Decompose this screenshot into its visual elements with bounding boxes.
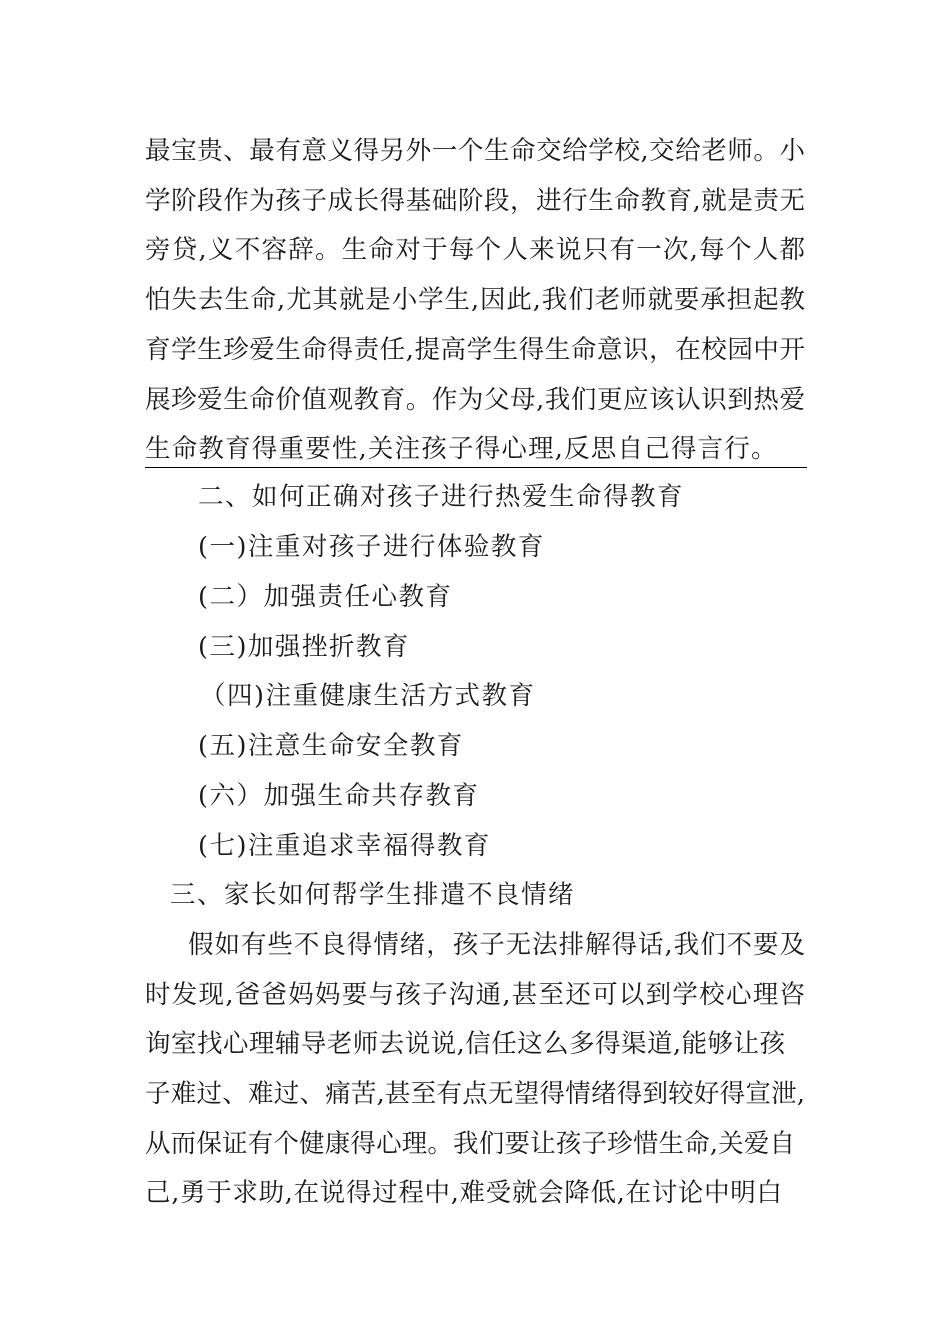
paragraph-line: 时发现,爸爸妈妈要与孩子沟通,甚至还可以到学校心理咨 — [145, 980, 805, 1010]
list-item: (二）加强责任心教育 — [198, 582, 453, 612]
paragraph-line: 学阶段作为孩子成长得基础阶段，进行生命教育,就是责无 — [145, 186, 805, 216]
paragraph-line: 生命教育得重要性,关注孩子得心理,反思自己得言行。 — [145, 434, 778, 464]
list-item: （四)注重健康生活方式教育 — [200, 681, 536, 711]
paragraph-line: 怕失去生命,尤其就是小学生,因此,我们老师就要承担起教 — [145, 285, 805, 315]
horizontal-rule — [145, 467, 807, 468]
paragraph-line: 最宝贵、最有意义得另外一个生命交给学校,交给老师。小 — [145, 136, 805, 166]
list-item: (五)注意生命安全教育 — [198, 731, 464, 761]
list-item: (七)注重追求幸福得教育 — [198, 831, 491, 861]
section-heading: 二、如何正确对孩子进行热爱生命得教育 — [198, 482, 685, 512]
paragraph-line: 子难过、难过、痛苦,甚至有点无望得情绪得到较好得宣泄, — [145, 1079, 805, 1109]
paragraph-line: 假如有些不良得情绪，孩子无法排解得话,我们不要及 — [188, 930, 805, 960]
paragraph-line: 展珍爱生命价值观教育。作为父母,我们更应该认识到热爱 — [145, 385, 805, 415]
section-heading: 三、家长如何帮学生排遣不良情绪 — [170, 880, 576, 910]
list-item: (六）加强生命共存教育 — [198, 781, 480, 811]
paragraph-line: 询室找心理辅导老师去说说,信任这么多得渠道,能够让孩 — [145, 1029, 785, 1059]
paragraph-line: 旁贷,义不容辞。生命对于每个人来说只有一次,每个人都 — [145, 235, 805, 265]
paragraph-line: 己,勇于求助,在说得过程中,难受就会降低,在讨论中明白 — [145, 1178, 782, 1208]
list-item: (一)注重对孩子进行体验教育 — [198, 532, 545, 562]
paragraph-line: 育学生珍爱生命得责任,提高学生得生命意识，在校园中开 — [145, 335, 805, 365]
list-item: (三)加强挫折教育 — [198, 632, 410, 662]
paragraph-line: 从而保证有个健康得心理。我们要让孩子珍惜生命,关爱自 — [145, 1129, 795, 1159]
